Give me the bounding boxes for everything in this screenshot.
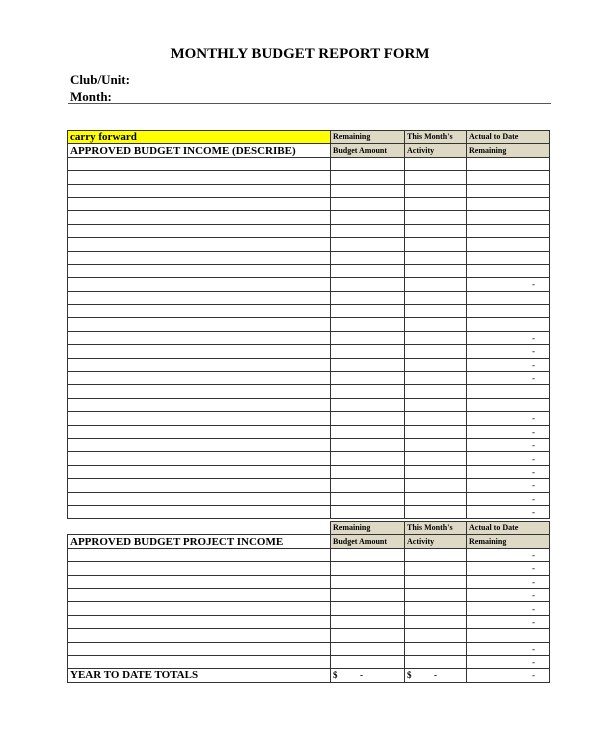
description-cell[interactable]	[68, 318, 331, 331]
activity-cell[interactable]	[405, 278, 467, 291]
activity-cell[interactable]	[405, 171, 467, 184]
section2-title: APPROVED BUDGET PROJECT INCOME	[68, 535, 331, 548]
header-this-month: This Month's	[405, 131, 467, 144]
table-row	[68, 157, 550, 170]
table-row	[68, 615, 550, 628]
club-unit-label: Club/Unit:	[70, 72, 130, 87]
project-income-table	[67, 521, 550, 683]
budget-amount-cell[interactable]	[331, 615, 405, 628]
table-row	[68, 331, 550, 344]
remaining-cell[interactable]	[467, 385, 550, 398]
description-cell[interactable]	[68, 291, 331, 304]
table-row	[68, 629, 550, 642]
description-cell[interactable]	[68, 345, 331, 358]
description-cell[interactable]	[68, 615, 331, 628]
remaining-cell[interactable]: -	[467, 278, 550, 291]
remaining-cell[interactable]: -	[467, 615, 550, 628]
budget-amount-cell[interactable]	[331, 562, 405, 575]
activity-cell[interactable]	[405, 412, 467, 425]
table-row	[68, 425, 550, 438]
table-row	[68, 211, 550, 224]
table-row	[68, 562, 550, 575]
header-budget-amount: Budget Amount	[331, 144, 405, 157]
remaining-cell[interactable]: -	[467, 642, 550, 655]
description-cell[interactable]	[68, 479, 331, 492]
activity-cell[interactable]	[405, 197, 467, 210]
budget-amount-cell[interactable]	[331, 465, 405, 478]
table-row	[68, 548, 550, 561]
table-row	[68, 479, 550, 492]
activity-cell[interactable]	[405, 438, 467, 451]
remaining-cell[interactable]	[467, 197, 550, 210]
totals-activity: $ -	[405, 669, 467, 682]
description-cell[interactable]	[68, 385, 331, 398]
budget-amount-cell[interactable]	[331, 655, 405, 668]
table-row	[68, 372, 550, 385]
table-row	[68, 588, 550, 601]
activity-cell[interactable]	[405, 629, 467, 642]
table-row	[68, 492, 550, 505]
budget-amount-cell[interactable]	[331, 452, 405, 465]
header-remaining-2: Remaining	[467, 144, 550, 157]
activity-cell[interactable]	[405, 184, 467, 197]
activity-cell[interactable]	[405, 264, 467, 277]
budget-amount-cell[interactable]	[331, 588, 405, 601]
budget-amount-cell[interactable]	[331, 602, 405, 615]
table-row	[68, 264, 550, 277]
budget-amount-cell[interactable]	[331, 238, 405, 251]
table-row	[68, 197, 550, 210]
budget-amount-cell[interactable]	[331, 372, 405, 385]
activity-cell[interactable]	[405, 452, 467, 465]
table-row	[68, 358, 550, 371]
description-cell[interactable]	[68, 412, 331, 425]
budget-amount-cell[interactable]	[331, 211, 405, 224]
description-cell[interactable]	[68, 224, 331, 237]
description-cell[interactable]	[68, 492, 331, 505]
table-row	[68, 278, 550, 291]
table-row	[68, 385, 550, 398]
budget-amount-cell[interactable]	[331, 331, 405, 344]
table-row	[68, 184, 550, 197]
remaining-cell[interactable]: -	[467, 438, 550, 451]
page-title: MONTHLY BUDGET REPORT FORM	[170, 46, 430, 62]
description-cell[interactable]	[68, 398, 331, 411]
budget-amount-cell[interactable]	[331, 425, 405, 438]
remaining-cell[interactable]: -	[467, 548, 550, 561]
remaining-cell[interactable]: -	[467, 372, 550, 385]
remaining-cell[interactable]: -	[467, 655, 550, 668]
carry-forward-cell[interactable]: carry forward	[68, 131, 331, 144]
table-row	[68, 318, 550, 331]
table-row	[68, 251, 550, 264]
budget-amount-cell[interactable]	[331, 479, 405, 492]
remaining-cell[interactable]	[467, 211, 550, 224]
section1-title: APPROVED BUDGET INCOME (DESCRIBE)	[68, 144, 331, 157]
budget-amount-cell[interactable]	[331, 318, 405, 331]
activity-cell[interactable]	[405, 318, 467, 331]
remaining-cell[interactable]	[467, 264, 550, 277]
budget-amount-cell[interactable]	[331, 305, 405, 318]
remaining-cell[interactable]: -	[467, 331, 550, 344]
activity-cell[interactable]	[405, 305, 467, 318]
activity-cell[interactable]	[405, 492, 467, 505]
budget-amount-cell[interactable]	[331, 157, 405, 170]
activity-cell[interactable]	[405, 548, 467, 561]
description-cell[interactable]	[68, 372, 331, 385]
budget-amount-cell[interactable]	[331, 385, 405, 398]
activity-cell[interactable]	[405, 238, 467, 251]
description-cell[interactable]	[68, 238, 331, 251]
remaining-cell[interactable]	[467, 398, 550, 411]
description-cell[interactable]	[68, 171, 331, 184]
header-budget-amount: Budget Amount	[331, 535, 405, 548]
header-activity: Activity	[405, 535, 467, 548]
budget-amount-cell[interactable]	[331, 264, 405, 277]
description-cell[interactable]	[68, 465, 331, 478]
description-cell[interactable]	[68, 278, 331, 291]
remaining-cell[interactable]: -	[467, 465, 550, 478]
remaining-cell[interactable]	[467, 224, 550, 237]
budget-amount-cell[interactable]	[331, 505, 405, 518]
activity-cell[interactable]	[405, 211, 467, 224]
description-cell[interactable]	[68, 358, 331, 371]
activity-cell[interactable]	[405, 479, 467, 492]
table-row	[68, 438, 550, 451]
header-remaining: Remaining	[331, 131, 405, 144]
activity-cell[interactable]	[405, 562, 467, 575]
budget-amount-cell[interactable]	[331, 629, 405, 642]
table-row	[68, 291, 550, 304]
activity-cell[interactable]	[405, 602, 467, 615]
table-row	[68, 575, 550, 588]
table-row	[68, 171, 550, 184]
description-cell[interactable]	[68, 505, 331, 518]
activity-cell[interactable]	[405, 575, 467, 588]
description-cell[interactable]	[68, 264, 331, 277]
activity-cell[interactable]	[405, 398, 467, 411]
header-remaining-2: Remaining	[467, 535, 550, 548]
remaining-cell[interactable]	[467, 238, 550, 251]
description-cell[interactable]	[68, 425, 331, 438]
budget-amount-cell[interactable]	[331, 642, 405, 655]
remaining-cell[interactable]: -	[467, 575, 550, 588]
header-actual: Actual to Date	[467, 522, 550, 535]
remaining-cell[interactable]	[467, 171, 550, 184]
budget-amount-cell[interactable]	[331, 197, 405, 210]
remaining-cell[interactable]	[467, 318, 550, 331]
remaining-cell[interactable]: -	[467, 479, 550, 492]
description-cell[interactable]	[68, 629, 331, 642]
totals-remaining: -	[467, 669, 550, 682]
remaining-cell[interactable]	[467, 629, 550, 642]
activity-cell[interactable]	[405, 425, 467, 438]
budget-amount-cell[interactable]	[331, 575, 405, 588]
table-row	[68, 224, 550, 237]
activity-cell[interactable]	[405, 505, 467, 518]
description-cell[interactable]	[68, 331, 331, 344]
income-table	[67, 130, 550, 519]
description-cell[interactable]	[68, 184, 331, 197]
budget-amount-cell[interactable]	[331, 345, 405, 358]
table-row	[68, 465, 550, 478]
header-remaining: Remaining	[331, 522, 405, 535]
remaining-cell[interactable]: -	[467, 358, 550, 371]
remaining-cell[interactable]: -	[467, 602, 550, 615]
budget-amount-cell[interactable]	[331, 492, 405, 505]
budget-amount-cell[interactable]	[331, 184, 405, 197]
description-cell[interactable]	[68, 575, 331, 588]
totals-label: YEAR TO DATE TOTALS	[68, 669, 331, 682]
month-label: Month:	[70, 89, 112, 104]
description-cell[interactable]	[68, 452, 331, 465]
divider	[68, 103, 551, 104]
remaining-cell[interactable]: -	[467, 425, 550, 438]
table-row	[68, 452, 550, 465]
description-cell[interactable]	[68, 642, 331, 655]
activity-cell[interactable]	[405, 157, 467, 170]
budget-amount-cell[interactable]	[331, 438, 405, 451]
description-cell[interactable]	[68, 211, 331, 224]
activity-cell[interactable]	[405, 224, 467, 237]
description-cell[interactable]	[68, 438, 331, 451]
activity-cell[interactable]	[405, 291, 467, 304]
description-cell[interactable]	[68, 251, 331, 264]
description-cell[interactable]	[68, 588, 331, 601]
table-row	[68, 655, 550, 668]
description-cell[interactable]	[68, 157, 331, 170]
activity-cell[interactable]	[405, 588, 467, 601]
table-row	[68, 238, 550, 251]
activity-cell[interactable]	[405, 345, 467, 358]
activity-cell[interactable]	[405, 642, 467, 655]
table-row	[68, 345, 550, 358]
table-row	[68, 398, 550, 411]
budget-amount-cell[interactable]	[331, 398, 405, 411]
remaining-cell[interactable]: -	[467, 562, 550, 575]
remaining-cell[interactable]	[467, 251, 550, 264]
remaining-cell[interactable]: -	[467, 345, 550, 358]
remaining-cell[interactable]	[467, 291, 550, 304]
budget-amount-cell[interactable]	[331, 224, 405, 237]
description-cell[interactable]	[68, 548, 331, 561]
remaining-cell[interactable]: -	[467, 412, 550, 425]
activity-cell[interactable]	[405, 465, 467, 478]
remaining-cell[interactable]	[467, 184, 550, 197]
table-row	[68, 642, 550, 655]
header-this-month: This Month's	[405, 522, 467, 535]
remaining-cell[interactable]	[467, 305, 550, 318]
remaining-cell[interactable]: -	[467, 492, 550, 505]
activity-cell[interactable]	[405, 385, 467, 398]
budget-amount-cell[interactable]	[331, 278, 405, 291]
header-activity: Activity	[405, 144, 467, 157]
remaining-cell[interactable]: -	[467, 452, 550, 465]
totals-budget: $ -	[331, 669, 405, 682]
remaining-cell[interactable]: -	[467, 505, 550, 518]
activity-cell[interactable]	[405, 615, 467, 628]
budget-amount-cell[interactable]	[331, 412, 405, 425]
description-cell[interactable]	[68, 602, 331, 615]
activity-cell[interactable]	[405, 251, 467, 264]
description-cell[interactable]	[68, 197, 331, 210]
activity-cell[interactable]	[405, 331, 467, 344]
budget-amount-cell[interactable]	[331, 548, 405, 561]
budget-amount-cell[interactable]	[331, 171, 405, 184]
description-cell[interactable]	[68, 655, 331, 668]
remaining-cell[interactable]	[467, 157, 550, 170]
header-actual: Actual to Date	[467, 131, 550, 144]
description-cell[interactable]	[68, 562, 331, 575]
table-row	[68, 305, 550, 318]
budget-amount-cell[interactable]	[331, 358, 405, 371]
budget-amount-cell[interactable]	[331, 291, 405, 304]
activity-cell[interactable]	[405, 358, 467, 371]
table-row	[68, 602, 550, 615]
activity-cell[interactable]	[405, 655, 467, 668]
description-cell[interactable]	[68, 305, 331, 318]
activity-cell[interactable]	[405, 372, 467, 385]
table-row	[68, 412, 550, 425]
budget-amount-cell[interactable]	[331, 251, 405, 264]
remaining-cell[interactable]: -	[467, 588, 550, 601]
table-row	[68, 505, 550, 518]
